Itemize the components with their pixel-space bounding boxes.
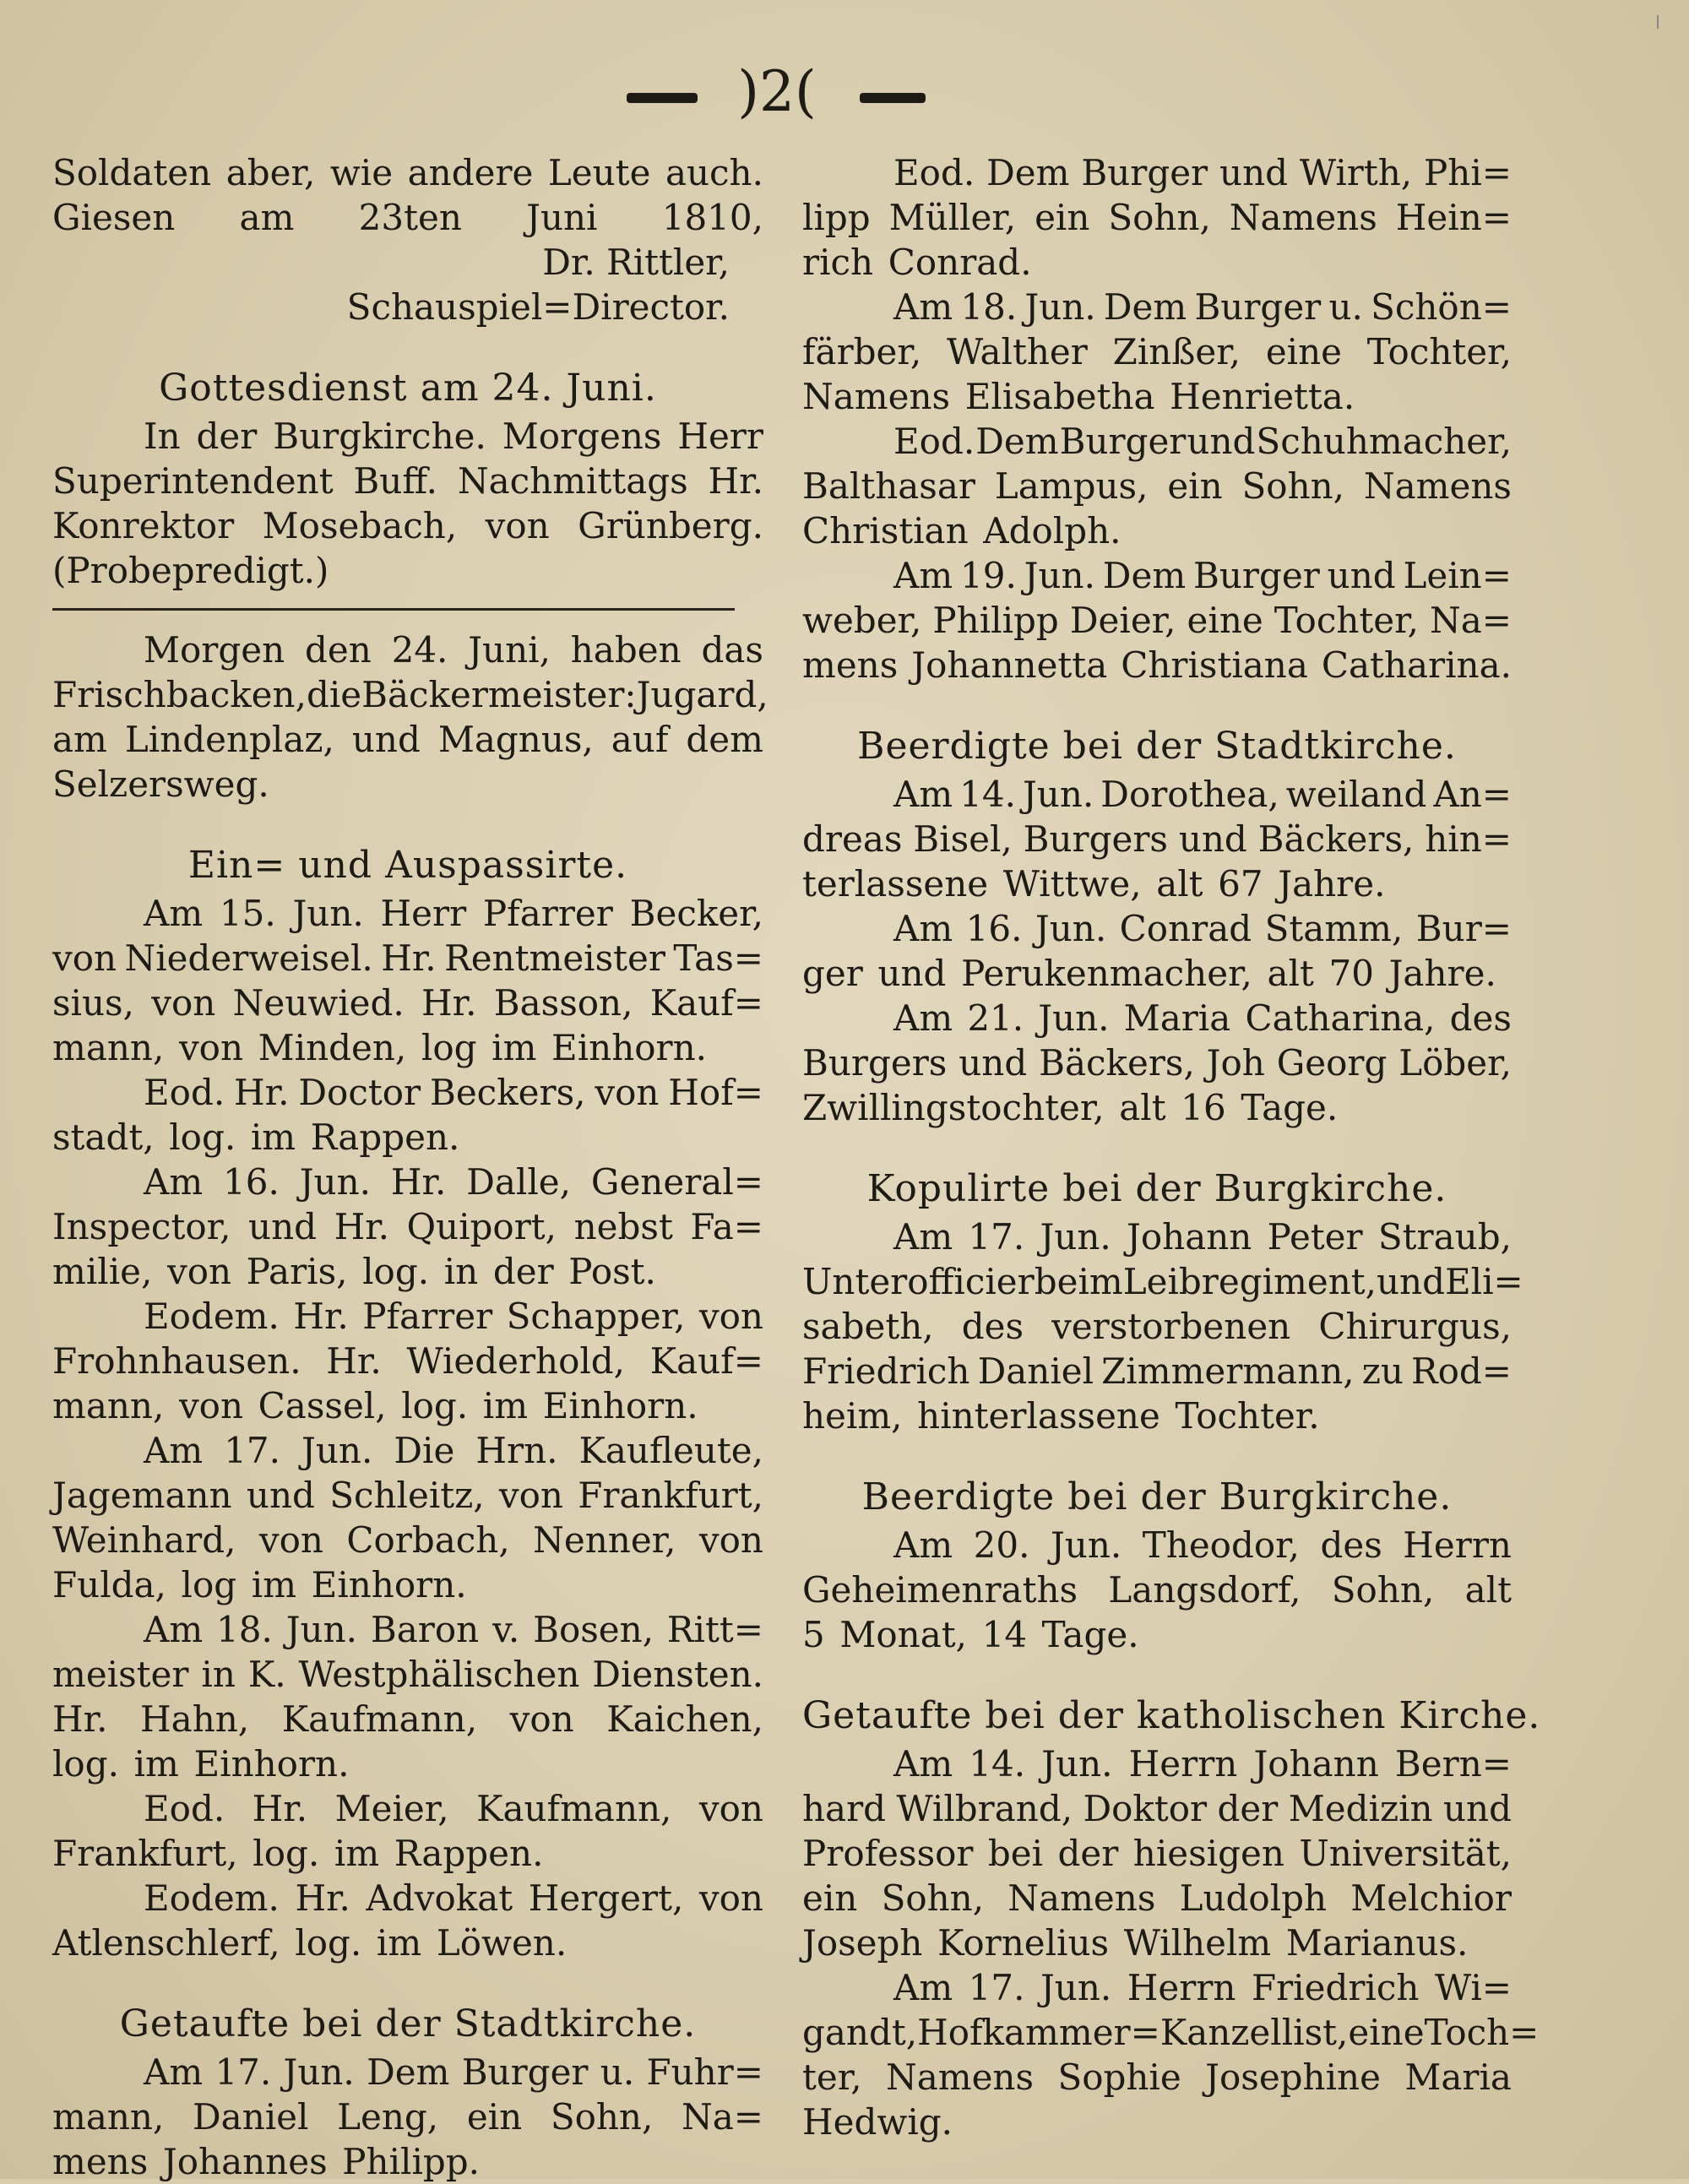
text-line: Am 20. Jun. Theodor, des Herrn <box>893 1524 1512 1566</box>
text-line: Unterofficier beim Leibregiment, und Eli= <box>802 1261 1523 1302</box>
text-line: mann, von Cassel, log. im Einhorn. <box>52 1385 698 1426</box>
page-header <box>0 49 1689 159</box>
notice-paragraph <box>802 285 1512 419</box>
notice-paragraph <box>802 1741 1512 1965</box>
notice-paragraph <box>802 419 1512 553</box>
text-line: sabeth, des verstorbenen Chirurgus, <box>802 1306 1512 1347</box>
notice-paragraph <box>52 1294 763 1428</box>
text-line: Giesen am 23ten Juni 1810, <box>52 197 763 238</box>
text-line: Atlenschlerf, log. im Löwen. <box>52 1922 568 1964</box>
notice-paragraph <box>52 891 763 1070</box>
text-line: Eod. Hr. Meier, Kaufmann, von <box>144 1788 763 1829</box>
text-line: (Probepredigt.) <box>52 550 329 591</box>
section-heading: Ein= und Auspassirte. <box>187 844 628 887</box>
text-line: Weinhard, von Corbach, Nenner, von <box>52 1519 763 1561</box>
text-line: Professor bei der hiesigen Universität, <box>802 1833 1512 1874</box>
text-line: hard Wilbrand, Doktor der Medizin und <box>802 1788 1512 1829</box>
section-heading: Beerdigte bei der Burgkirche. <box>861 1475 1453 1518</box>
notice-paragraph <box>52 414 763 593</box>
text-line: Konrektor Mosebach, von Grünberg. <box>52 505 763 546</box>
text-line: Hedwig. <box>802 2101 953 2143</box>
text-line: mann, von Minden, log im Einhorn. <box>52 1027 708 1068</box>
text-line: Am 18. Jun. Dem Burger u. Schön= <box>893 286 1512 328</box>
section-heading: Gottesdienst am 24. Juni. <box>159 367 657 410</box>
text-line: Am 16. Jun. Conrad Stamm, Bur= <box>893 908 1512 949</box>
notice-paragraph <box>52 1428 763 1607</box>
notice-paragraph <box>802 150 1512 285</box>
text-line: mens Johannetta Christiana Catharina. <box>802 644 1512 686</box>
text-line: Jagemann und Schleitz, von Frankfurt, <box>52 1475 763 1516</box>
text-line: Burgers und Bäckers, Joh Georg Löber, <box>802 1042 1512 1084</box>
notice-paragraph <box>802 553 1512 687</box>
text-line: weber, Philipp Deier, eine Tochter, Na= <box>802 600 1512 641</box>
text-line: Fulda, log im Einhorn. <box>52 1564 467 1605</box>
notice-paragraph <box>52 1876 763 1965</box>
text-line: Eod. Hr. Doctor Beckers, von Hof= <box>144 1072 763 1113</box>
text-line: milie, von Paris, log. in der Post. <box>52 1251 656 1292</box>
section-heading: Getaufte bei der katholischen Kirche. <box>802 1694 1541 1737</box>
right-column <box>802 150 1541 2144</box>
section-heading: Beerdigte bei der Stadtkirche. <box>857 725 1457 768</box>
text-line: von Niederweisel. Hr. Rentmeister Tas= <box>52 937 763 979</box>
text-line: Frankfurt, log. im Rappen. <box>52 1833 544 1874</box>
text-line: färber, Walther Zinßer, eine Tochter, <box>802 331 1512 372</box>
text-line: Friedrich Daniel Zimmermann, zu Rod= <box>802 1350 1512 1392</box>
text-line: Am 18. Jun. Baron v. Bosen, Ritt= <box>144 1609 763 1650</box>
text-line: Eod. Dem Burger und Schuhmacher, <box>893 421 1512 462</box>
text-line: mens Johannes Philipp. <box>52 2141 481 2182</box>
text-line: lipp Müller, ein Sohn, Namens Hein= <box>802 197 1512 238</box>
text-line: Am 14. Jun. Dorothea, weiland An= <box>893 774 1512 815</box>
text-line: Eodem. Hr. Advokat Hergert, von <box>144 1877 763 1919</box>
text-line: Superintendent Buff. Nachmittags Hr. <box>52 460 763 502</box>
text-line: Am 17. Jun. Herrn Friedrich Wi= <box>893 1967 1512 2008</box>
header-dash-right <box>860 93 926 103</box>
notice-paragraph <box>802 906 1512 996</box>
page-number: )2( <box>737 59 817 124</box>
text-line: terlassene Wittwe, alt 67 Jahre. <box>802 863 1386 905</box>
text-line: sius, von Neuwied. Hr. Basson, Kauf= <box>52 982 763 1024</box>
text-line: Am 14. Jun. Herrn Johann Bern= <box>893 1743 1512 1785</box>
text-line: rich Conrad. <box>802 242 1032 283</box>
text-line: meister in K. Westphälischen Diensten. <box>52 1654 763 1695</box>
text-line: ger und Perukenmacher, alt 70 Jahre. <box>802 953 1496 994</box>
notice-paragraph <box>52 1070 763 1160</box>
notice-paragraph <box>802 1523 1512 1657</box>
notice-paragraph <box>52 150 763 240</box>
text-line: am Lindenplaz, und Magnus, auf dem <box>52 719 763 760</box>
notice-paragraph <box>802 772 1512 906</box>
text-line: ein Sohn, Namens Ludolph Melchior <box>802 1877 1512 1919</box>
text-line: Am 17. Jun. Dem Burger u. Fuhr= <box>144 2051 763 2093</box>
notice-paragraph <box>802 1965 1540 2144</box>
header-dash-left <box>627 93 698 103</box>
text-line: Eod. Dem Burger und Wirth, Phi= <box>893 152 1512 193</box>
text-line: Christian Adolph. <box>802 510 1121 551</box>
text-line: Joseph Kornelius Wilhelm Marianus. <box>802 1922 1469 1964</box>
text-line: Balthasar Lampus, ein Sohn, Namens <box>802 465 1512 507</box>
text-line: Frischbacken, die Bäckermeister: Jugard, <box>52 674 768 715</box>
text-line: Am 21. Jun. Maria Catharina, des <box>893 997 1512 1039</box>
text-line: Inspector, und Hr. Quiport, nebst Fa= <box>52 1206 763 1247</box>
text-line: Soldaten aber, wie andere Leute auch. <box>52 152 763 193</box>
text-line: log. im Einhorn. <box>52 1743 350 1785</box>
text-line: ter, Namens Sophie Josephine Maria <box>802 2056 1512 2098</box>
text-line: Am 17. Jun. Johann Peter Straub, <box>893 1216 1512 1258</box>
text-line: In der Burgkirche. Morgens Herr <box>144 416 763 457</box>
notice-paragraph <box>802 1214 1523 1438</box>
notice-paragraph <box>802 996 1512 1130</box>
text-line: Morgen den 24. Juni, haben das <box>144 629 763 671</box>
text-line: Namens Elisabetha Henrietta. <box>802 376 1355 417</box>
text-line: mann, Daniel Leng, ein Sohn, Na= <box>52 2096 763 2138</box>
signature-name: Dr. Rittler, <box>542 242 730 283</box>
notice-paragraph <box>52 1786 763 1876</box>
left-column <box>52 150 768 2184</box>
text-line: Frohnhausen. Hr. Wiederhold, Kauf= <box>52 1340 763 1382</box>
text-line: Zwillingstochter, alt 16 Tage. <box>802 1087 1339 1128</box>
text-line: Geheimenraths Langsdorf, Sohn, alt <box>802 1569 1512 1611</box>
text-line: gandt, Hofkammer=Kanzellist, eine Toch= <box>802 2012 1540 2053</box>
section-heading: Kopulirte bei der Burgkirche. <box>866 1167 1447 1210</box>
margin-mark <box>1657 15 1659 29</box>
text-line: heim, hinterlassene Tochter. <box>802 1395 1320 1437</box>
section-rule <box>52 608 735 611</box>
notice-paragraph <box>52 2050 763 2184</box>
notice-paragraph <box>52 627 768 807</box>
text-line: Eodem. Hr. Pfarrer Schapper, von <box>144 1296 763 1337</box>
text-line: Am 15. Jun. Herr Pfarrer Becker, <box>144 893 763 934</box>
section-heading: Getaufte bei der Stadtkirche. <box>119 2002 697 2045</box>
text-line: 5 Monat, 14 Tage. <box>802 1614 1139 1655</box>
text-line: dreas Bisel, Burgers und Bäckers, hin= <box>802 818 1512 860</box>
text-line: Hr. Hahn, Kaufmann, von Kaichen, <box>52 1698 763 1740</box>
text-line: Selzersweg. <box>52 763 269 805</box>
notice-paragraph <box>52 1607 763 1786</box>
signature-title: Schauspiel=Director. <box>346 286 730 328</box>
text-line: stadt, log. im Rappen. <box>52 1116 460 1158</box>
text-line: Am 19. Jun. Dem Burger und Lein= <box>893 555 1512 596</box>
text-line: Am 17. Jun. Die Hrn. Kaufleute, <box>144 1430 763 1471</box>
text-line: Am 16. Jun. Hr. Dalle, General= <box>144 1161 763 1203</box>
notice-paragraph <box>52 1160 763 1294</box>
